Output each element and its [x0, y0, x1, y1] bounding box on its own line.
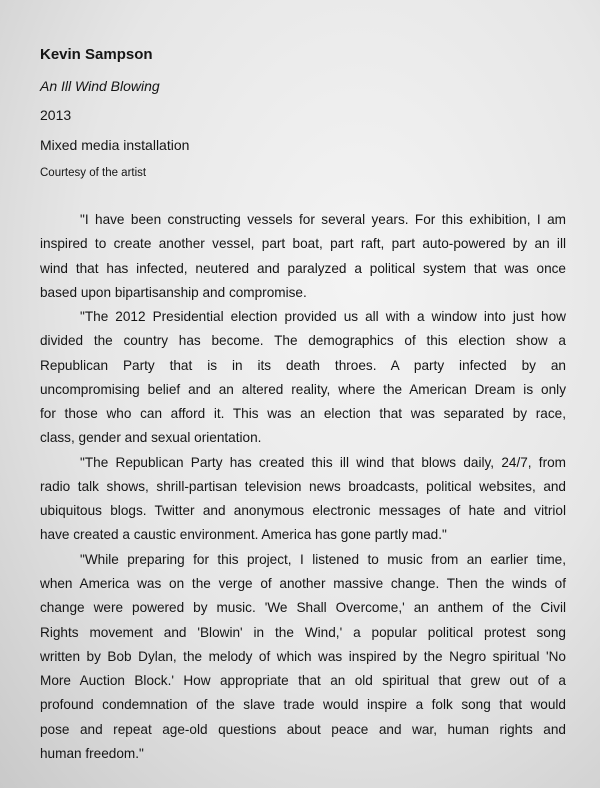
- statement-line: radio talk shows, shrill-partisan television news broadcasts, political websites, and: [40, 478, 566, 494]
- statement-line: "I have been constructing vessels for several years. For this exhibition, I am: [80, 212, 566, 227]
- statement-line: "The Republican Party has created this ill wind that blows daily, 24/7, from: [80, 454, 566, 470]
- statement-line: ubiquitous blogs. Twitter and anonymous electronic messages of hate and vitriol: [40, 503, 566, 519]
- artwork-title: An Ill Wind Blowing: [40, 78, 160, 94]
- statement-line: profound condemnation of the slave trade would inspire a folk song that would: [40, 697, 566, 713]
- artist-statement: [40, 208, 566, 766]
- artwork-year: 2013: [40, 107, 72, 123]
- statement-line: Republican Party that is in its death throes. A party infected by an: [40, 357, 566, 373]
- statement-line: divided the country has become. The demographics of this election show a: [40, 333, 566, 349]
- statement-line: "While preparing for this project, I listened to music from an earlier time,: [80, 551, 566, 567]
- statement-line: when America was on the verge of another massive change. Then the winds of: [40, 575, 566, 591]
- statement-line: uncompromising belief and an altered reality, where the American Dream is only: [40, 381, 566, 397]
- statement-line: for those who can afford it. This was an election that was separated by race,: [40, 406, 566, 422]
- statement-line: pose and repeat age-old questions about peace and war, human rights and: [40, 721, 566, 737]
- artwork-medium: Mixed media installation: [40, 137, 190, 153]
- statement-line: class, gender and sexual orientation.: [40, 430, 262, 446]
- statement-line: More Auction Block.' How appropriate that an old spiritual that grew out of a: [40, 673, 566, 689]
- statement-line: written by Bob Dylan, the melody of which was inspired by the Negro spiritual 'No: [40, 648, 566, 664]
- statement-line: have created a caustic environment. America has gone partly mad.": [40, 527, 447, 543]
- statement-line: "The 2012 Presidential election provided us all with a window into just how: [80, 309, 566, 325]
- artist-name: Kevin Sampson: [40, 46, 153, 63]
- statement-line: human freedom.": [40, 745, 144, 761]
- statement-line: wind that has infected, neutered and paralyzed a political system that was once: [40, 260, 566, 276]
- artwork-credit: Courtesy of the artist: [40, 167, 147, 179]
- statement-line: based upon bipartisanship and compromise.: [40, 284, 307, 300]
- statement-line: Rights movement and 'Blowin' in the Wind,' a popular political protest song: [40, 624, 566, 640]
- statement-line: inspired to create another vessel, part boat, part raft, part auto-powered by an ill: [40, 236, 566, 252]
- statement-line: change were powered by music. 'We Shall Overcome,' an anthem of the Civil: [40, 600, 566, 616]
